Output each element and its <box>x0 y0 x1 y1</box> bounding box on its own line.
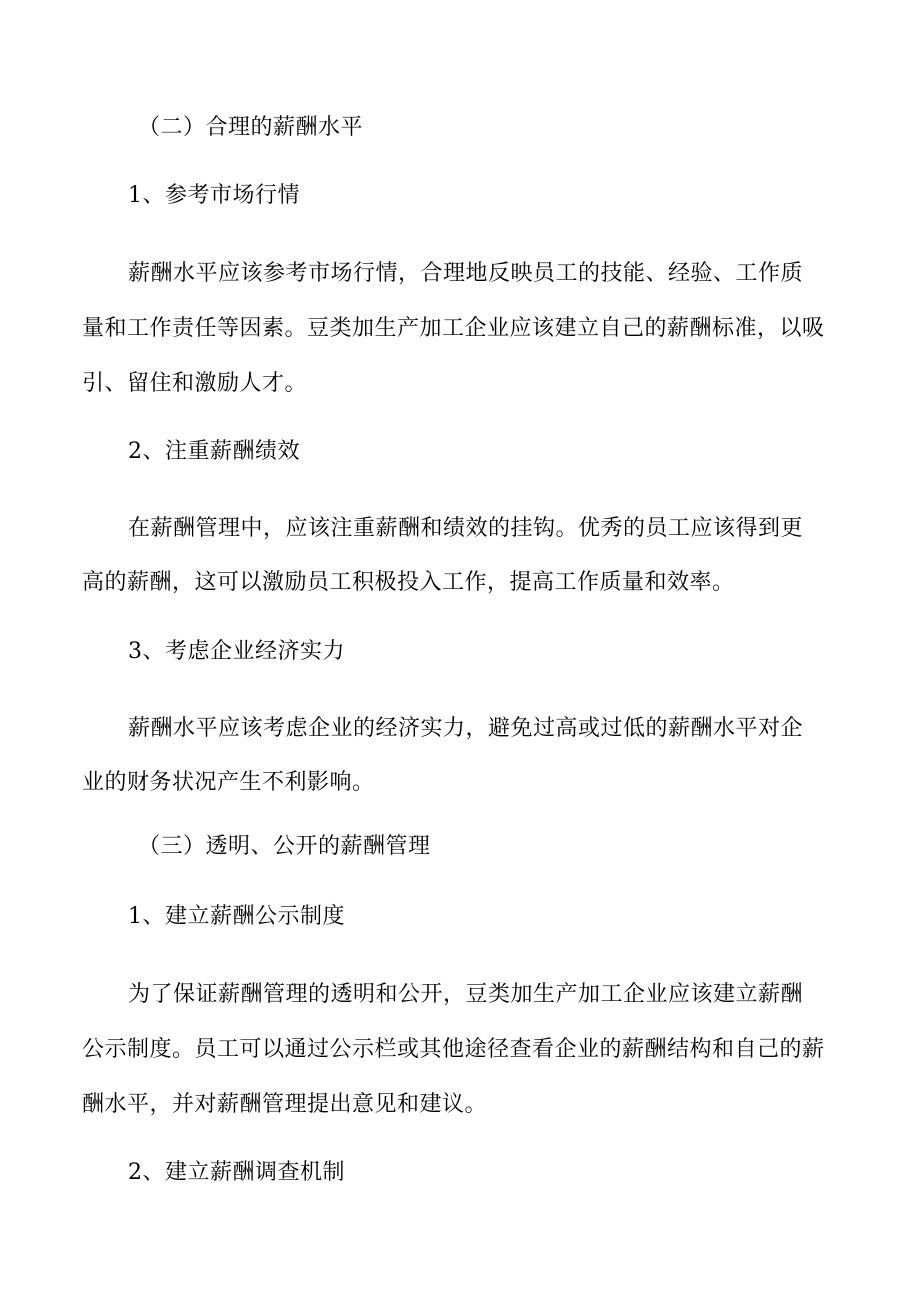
paragraph-line: 在薪酬管理中，应该注重薪酬和绩效的挂钩。优秀的员工应该得到更 <box>128 516 804 541</box>
section-heading-transparent-management: （三）透明、公开的薪酬管理 <box>138 834 431 859</box>
paragraph-line: 酬水平，并对薪酬管理提出意见和建议。 <box>82 1092 488 1117</box>
paragraph-line: 薪酬水平应该考虑企业的经济实力，避免过高或过低的薪酬水平对企 <box>128 716 804 741</box>
item-heading-salary-performance: 2、注重薪酬绩效 <box>128 439 300 464</box>
paragraph-line: 业的财务状况产生不利影响。 <box>82 770 375 795</box>
paragraph-line: 公示制度。员工可以通过公示栏或其他途径查看企业的薪酬结构和自己的薪 <box>82 1037 825 1062</box>
paragraph-line: 为了保证薪酬管理的透明和公开，豆类加生产加工企业应该建立薪酬 <box>128 982 804 1007</box>
item-heading-market-conditions: 1、参考市场行情 <box>128 183 300 208</box>
item-heading-economic-strength: 3、考虑企业经济实力 <box>128 639 345 664</box>
paragraph-line: 薪酬水平应该参考市场行情，合理地反映员工的技能、经验、工作质 <box>128 261 804 286</box>
paragraph-line: 引、留住和激励人才。 <box>82 371 308 396</box>
item-heading-salary-disclosure: 1、建立薪酬公示制度 <box>128 904 345 929</box>
section-heading-reasonable-salary-level: （二）合理的薪酬水平 <box>138 115 364 140</box>
item-heading-salary-survey: 2、建立薪酬调查机制 <box>128 1160 345 1185</box>
paragraph-line: 量和工作责任等因素。豆类加生产加工企业应该建立自己的薪酬标准，以吸 <box>82 316 825 341</box>
paragraph-line: 高的薪酬，这可以激励员工积极投入工作，提高工作质量和效率。 <box>82 570 735 595</box>
